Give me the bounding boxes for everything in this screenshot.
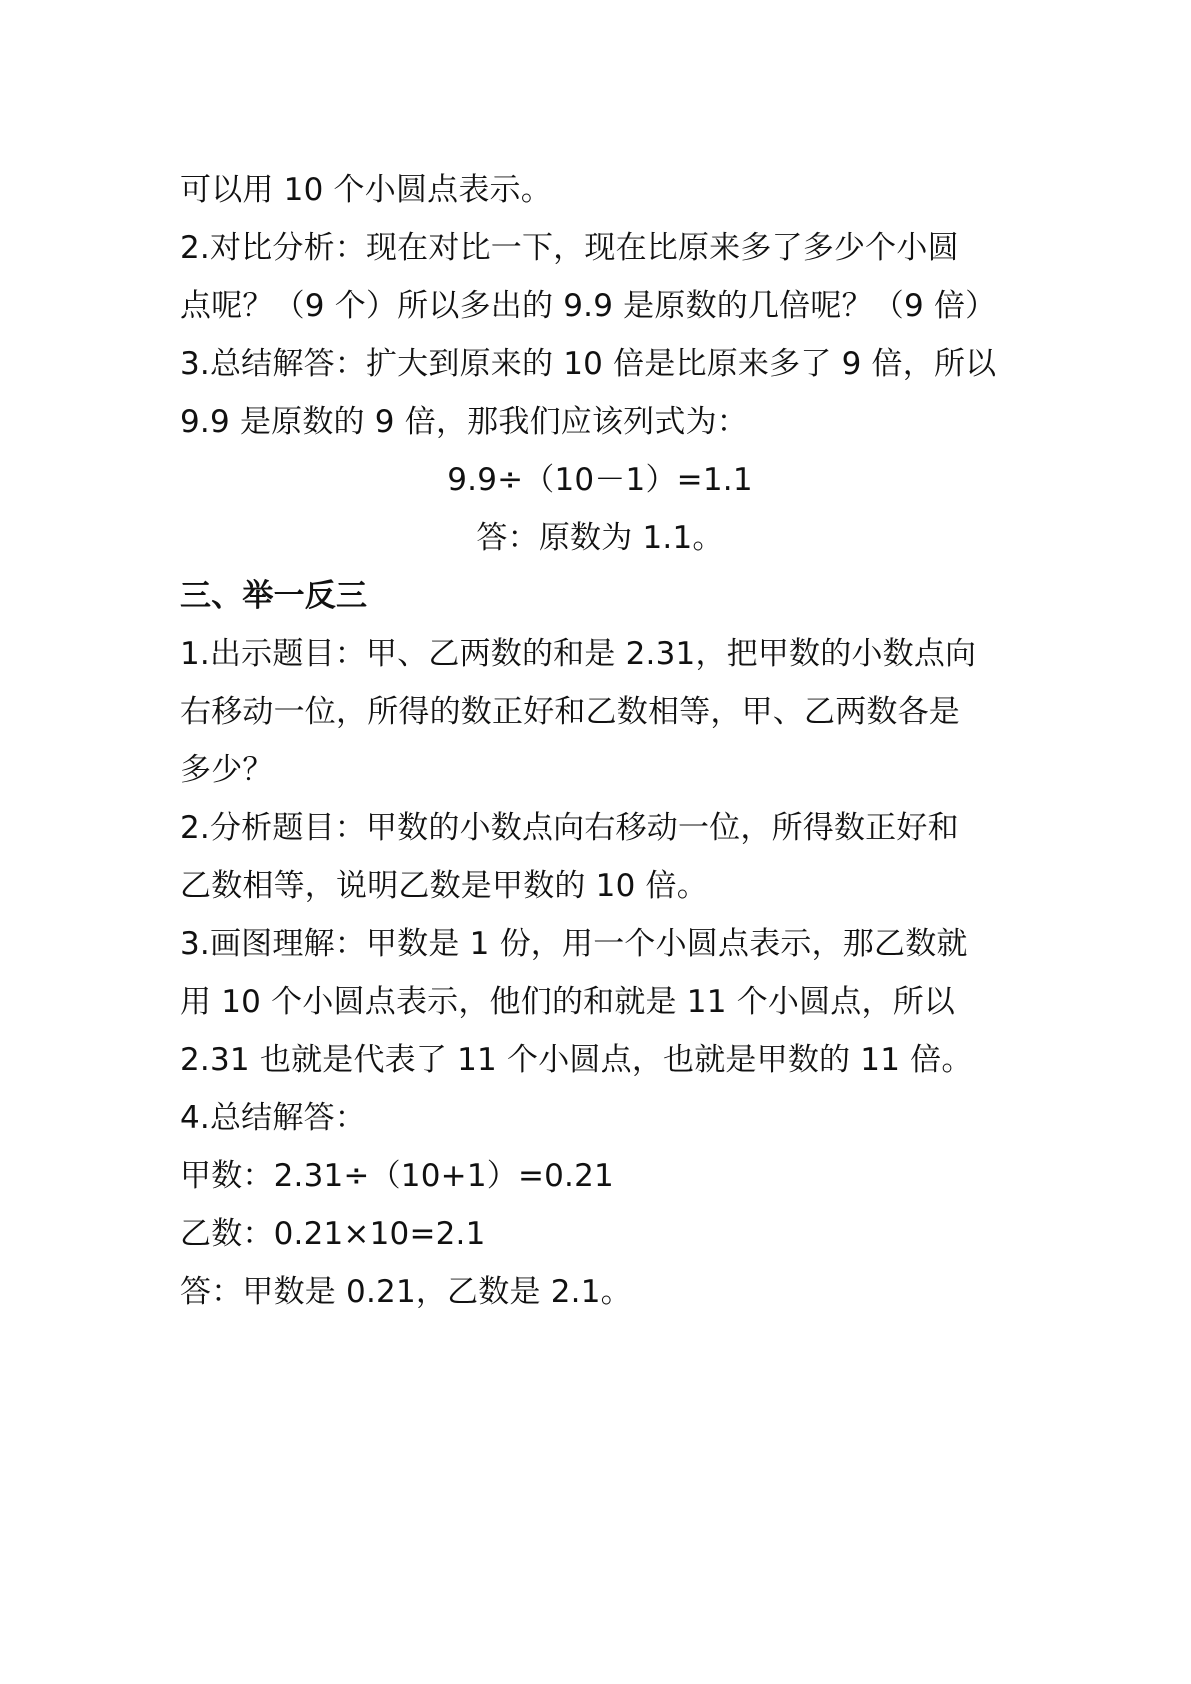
paragraph-line: 右移动一位，所得的数正好和乙数相等，甲、乙两数各是 xyxy=(180,694,960,730)
paragraph-line: 用 10 个小圆点表示，他们的和就是 11 个小圆点，所以 xyxy=(180,984,956,1020)
paragraph-line: 2.对比分析：现在对比一下，现在比原来多了多少个小圆 xyxy=(180,230,959,266)
equation-line: 甲数：2.31÷（10+1）=0.21 xyxy=(180,1158,614,1194)
paragraph-line: 点呢？（9 个）所以多出的 9.9 是原数的几倍呢？（9 倍） xyxy=(180,288,997,324)
paragraph-line: 乙数相等，说明乙数是甲数的 10 倍。 xyxy=(180,868,708,904)
equation-line: 乙数：0.21×10=2.1 xyxy=(180,1216,486,1252)
paragraph-line: 3.画图理解：甲数是 1 份，用一个小圆点表示，那乙数就 xyxy=(180,926,968,962)
answer-line: 答：原数为 1.1。 xyxy=(476,520,724,556)
section-heading: 三、举一反三 xyxy=(180,578,368,614)
paragraph-line: 9.9 是原数的 9 倍，那我们应该列式为： xyxy=(180,404,748,440)
paragraph-line: 1.出示题目：甲、乙两数的和是 2.31，把甲数的小数点向 xyxy=(180,636,977,672)
paragraph-line: 2.分析题目：甲数的小数点向右移动一位，所得数正好和 xyxy=(180,810,959,846)
paragraph-line: 可以用 10 个小圆点表示。 xyxy=(180,172,552,208)
paragraph-line: 2.31 也就是代表了 11 个小圆点，也就是甲数的 11 倍。 xyxy=(180,1042,973,1078)
paragraph-line: 多少？ xyxy=(180,752,274,788)
paragraph-line: 3.总结解答：扩大到原来的 10 倍是比原来多了 9 倍，所以 xyxy=(180,346,997,382)
paragraph-line: 4.总结解答： xyxy=(180,1100,366,1136)
equation-line: 9.9÷（10－1）=1.1 xyxy=(447,462,753,498)
answer-line: 答：甲数是 0.21，乙数是 2.1。 xyxy=(180,1274,632,1310)
